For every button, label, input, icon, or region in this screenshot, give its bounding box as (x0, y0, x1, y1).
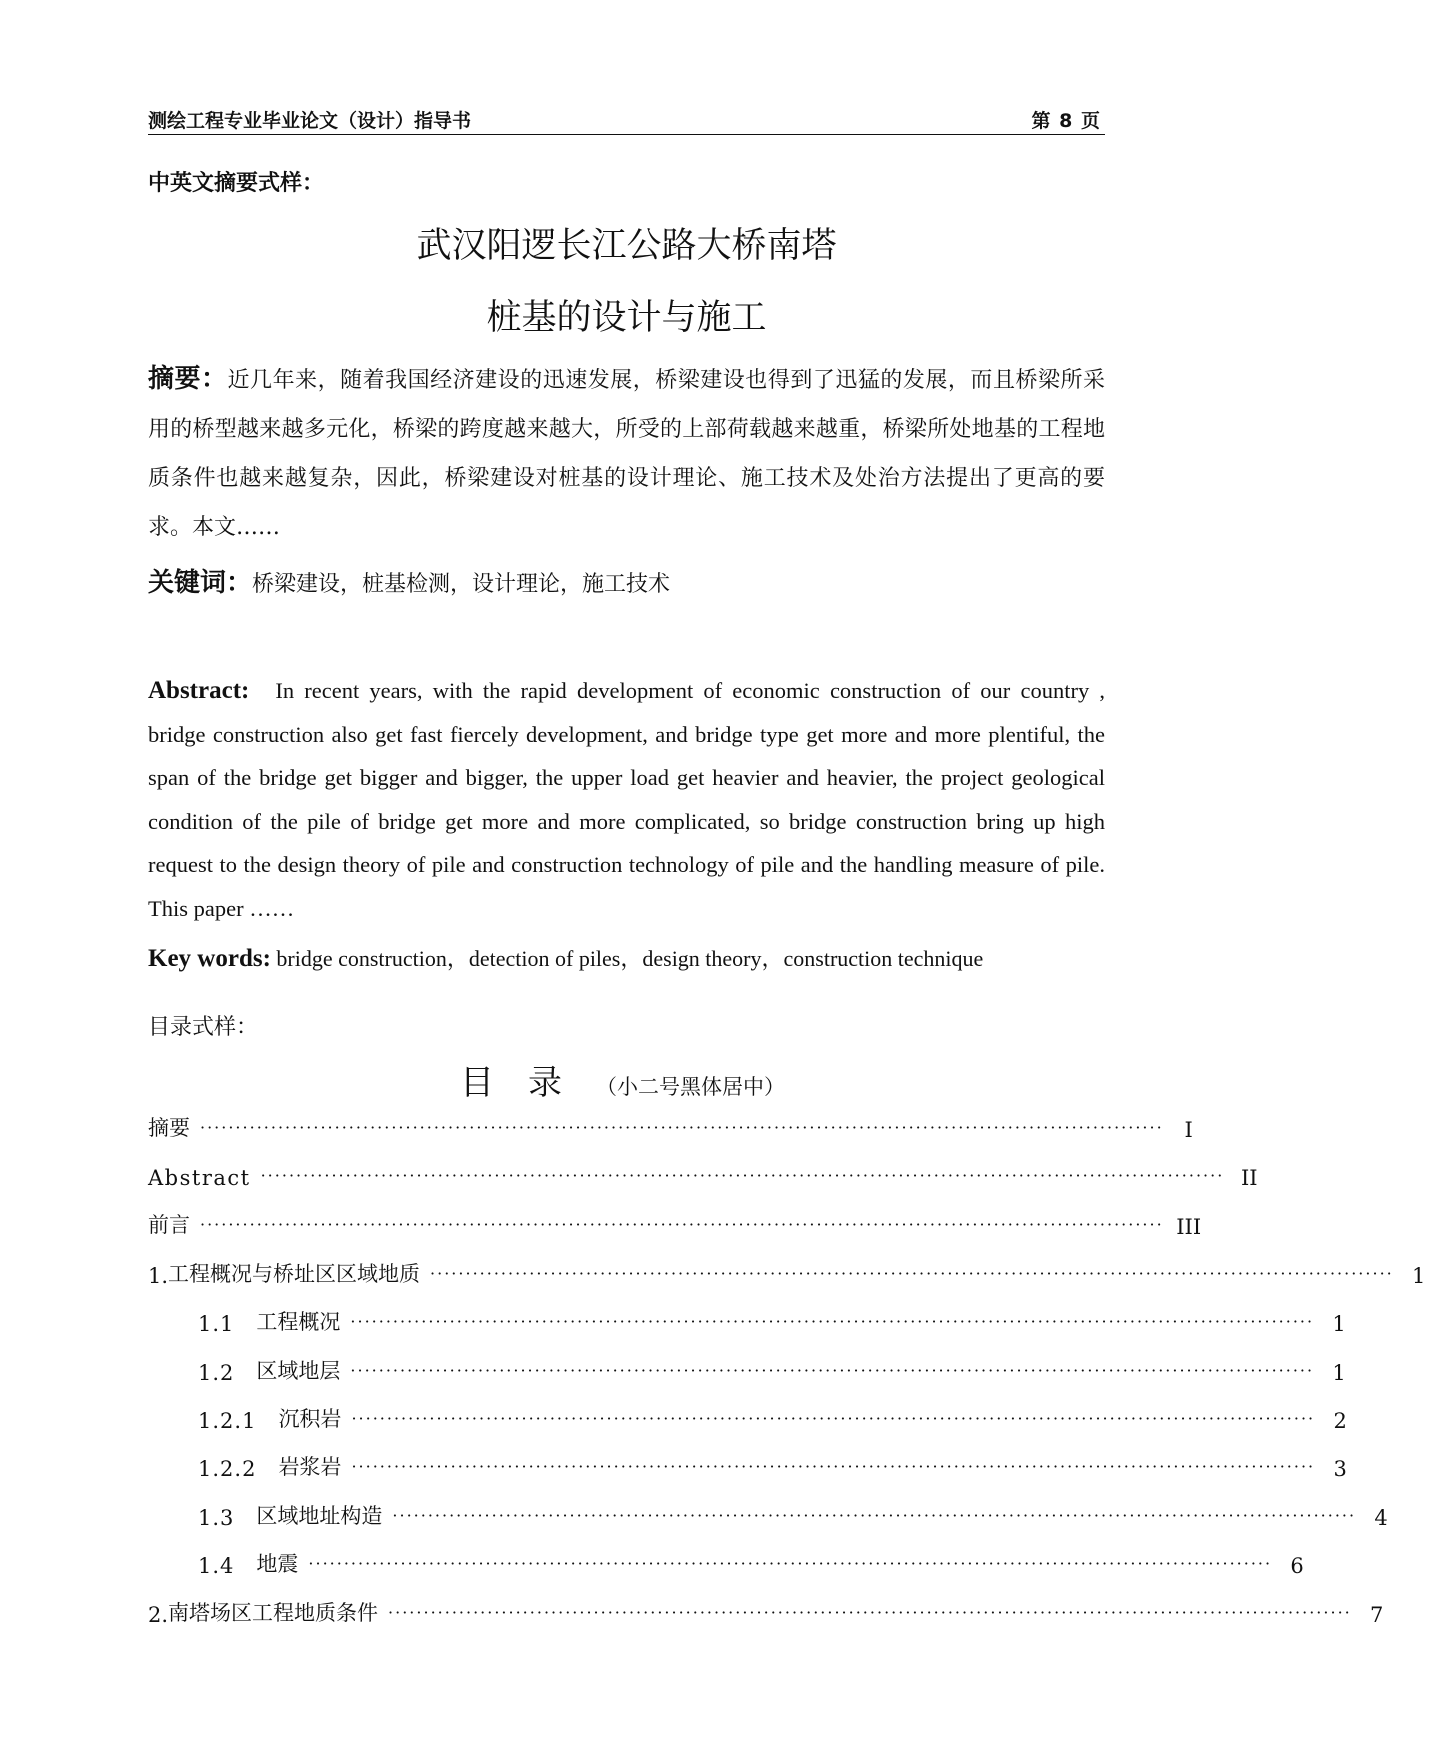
abstract-cn-lead: 摘要： (148, 364, 228, 394)
toc-title-main: 目录 (460, 1063, 596, 1103)
toc-entry-page: 1 (1332, 1361, 1346, 1385)
toc-entry[interactable] (148, 1110, 1193, 1142)
abstract-en-text: In recent years, with the rapid development of economic construction of our country , bridge construction also get fast fiercely development, and bridge type get more and more plentiful, the span of the bridge get bigger and bigger, the upper load get heavier and heavier, the project geological condition of the pile of bridge get more and more complicated, so bridge construction bring up high request to the design theory of pile and construction technology of pile and the handling measure of pile. This paper …… (148, 678, 1105, 921)
toc-entry-page: 3 (1333, 1457, 1347, 1481)
toc-entry-number: 1.3 (198, 1506, 235, 1530)
toc-entry-page: 6 (1290, 1554, 1304, 1578)
toc-leader-dots: ········································································································································ (430, 1264, 1394, 1283)
header-title: 测绘工程专业毕业论文（设计）指导书 (148, 110, 472, 132)
keywords-cn-lead: 关键词： (148, 568, 253, 598)
abstract-en (148, 669, 1105, 930)
toc-entry[interactable] (148, 1158, 1258, 1190)
page-header (148, 104, 1105, 135)
toc-entry-text: 前言 (148, 1213, 190, 1237)
abstract-cn-text: 近几年来，随着我国经济建设的迅速发展，桥梁建设也得到了迅猛的发展，而且桥梁所采用的桥型越来越多元化，桥梁的跨度越来越大，所受的上部荷载越来越重，桥梁所处地基的工程地质条件也越来越复杂，因此，桥梁建设对桩基的设计理论、施工技术及处治方法提出了更高的要求。本文…… (148, 368, 1105, 540)
toc-leader-dots: ········································································································································ (200, 1215, 1164, 1234)
page-number: 第 8 页 (1031, 110, 1101, 132)
toc-entry-text: Abstract (148, 1166, 251, 1190)
toc-entry-page: III (1176, 1215, 1202, 1239)
keywords-en (148, 942, 983, 973)
toc-entry[interactable] (198, 1498, 1388, 1530)
toc-entry[interactable] (148, 1207, 1202, 1239)
thesis-title-line-1: 武汉阳逻长江公路大桥南塔 (416, 226, 837, 266)
toc-entry-text: 南塔场区工程地质条件 (168, 1601, 379, 1625)
toc-leader-dots: ········································································································································ (388, 1603, 1352, 1622)
toc-entry[interactable] (198, 1401, 1347, 1433)
abstract-cn (148, 355, 1105, 552)
toc-leader-dots: ········································································································································ (350, 1312, 1315, 1331)
toc-entry-page: I (1184, 1118, 1193, 1142)
keywords-en-lead: Key words: (148, 945, 271, 972)
toc-entry-number: 1.2 (198, 1361, 235, 1385)
toc-entry-page: 1 (1412, 1264, 1426, 1288)
toc-entry-text: 岩浆岩 (278, 1455, 342, 1479)
toc-entry-text: 工程概况与桥址区区域地质 (168, 1262, 421, 1286)
toc-entry-number: 1. (148, 1264, 169, 1288)
toc-entry-number: 1.1 (198, 1312, 235, 1336)
toc-leader-dots: ········································································································································ (392, 1506, 1357, 1525)
toc-entry-page: II (1240, 1166, 1258, 1190)
toc-entry-text: 沉积岩 (278, 1407, 342, 1431)
toc-entry-text: 区域地址构造 (256, 1504, 383, 1528)
toc-entry-text: 区域地层 (256, 1359, 341, 1383)
toc-entry-number: 2. (148, 1603, 169, 1627)
toc-entry-page: 2 (1333, 1409, 1347, 1433)
keywords-cn (148, 562, 670, 599)
toc-entry[interactable] (148, 1256, 1426, 1288)
abstract-sample-label: 中英文摘要式样： (148, 171, 325, 196)
toc-leader-dots: ········································································································································ (350, 1361, 1315, 1380)
toc-entry-number: 1.2.2 (198, 1457, 257, 1481)
toc-entry[interactable] (198, 1546, 1304, 1578)
toc-entry[interactable] (198, 1449, 1347, 1481)
abstract-en-lead: Abstract: (148, 677, 250, 704)
keywords-cn-text: 桥梁建设，桩基检测，设计理论，施工技术 (252, 572, 671, 597)
toc-entry-text: 地震 (256, 1552, 299, 1576)
toc-leader-dots: ········································································································································ (308, 1554, 1273, 1573)
toc-title (460, 1055, 785, 1104)
toc-leader-dots: ········································································································································ (351, 1409, 1316, 1428)
toc-entry-page: 4 (1374, 1506, 1388, 1530)
keywords-en-text: bridge construction，detection of piles，design theory，construction technique (276, 946, 984, 971)
toc-entry-page: 7 (1370, 1603, 1384, 1627)
toc-leader-dots: ········································································································································ (351, 1457, 1316, 1476)
toc-entry[interactable] (198, 1304, 1346, 1336)
toc-entry-page: 1 (1332, 1312, 1346, 1336)
toc-entry[interactable] (198, 1353, 1346, 1385)
toc-leader-dots: ········································································································································ (200, 1118, 1164, 1137)
toc-entry-text: 摘要 (148, 1116, 190, 1140)
toc-entry[interactable] (148, 1595, 1384, 1627)
toc-sample-label: 目录式样： (148, 1015, 259, 1040)
toc-entry-text: 工程概况 (256, 1310, 341, 1334)
toc-leader-dots: ········································································································································ (260, 1166, 1225, 1185)
toc-entry-number: 1.4 (198, 1554, 235, 1578)
thesis-title-line-2: 桩基的设计与施工 (486, 298, 767, 338)
toc-title-note: （小二号黑体居中） (596, 1075, 785, 1099)
toc-entry-number: 1.2.1 (198, 1409, 257, 1433)
